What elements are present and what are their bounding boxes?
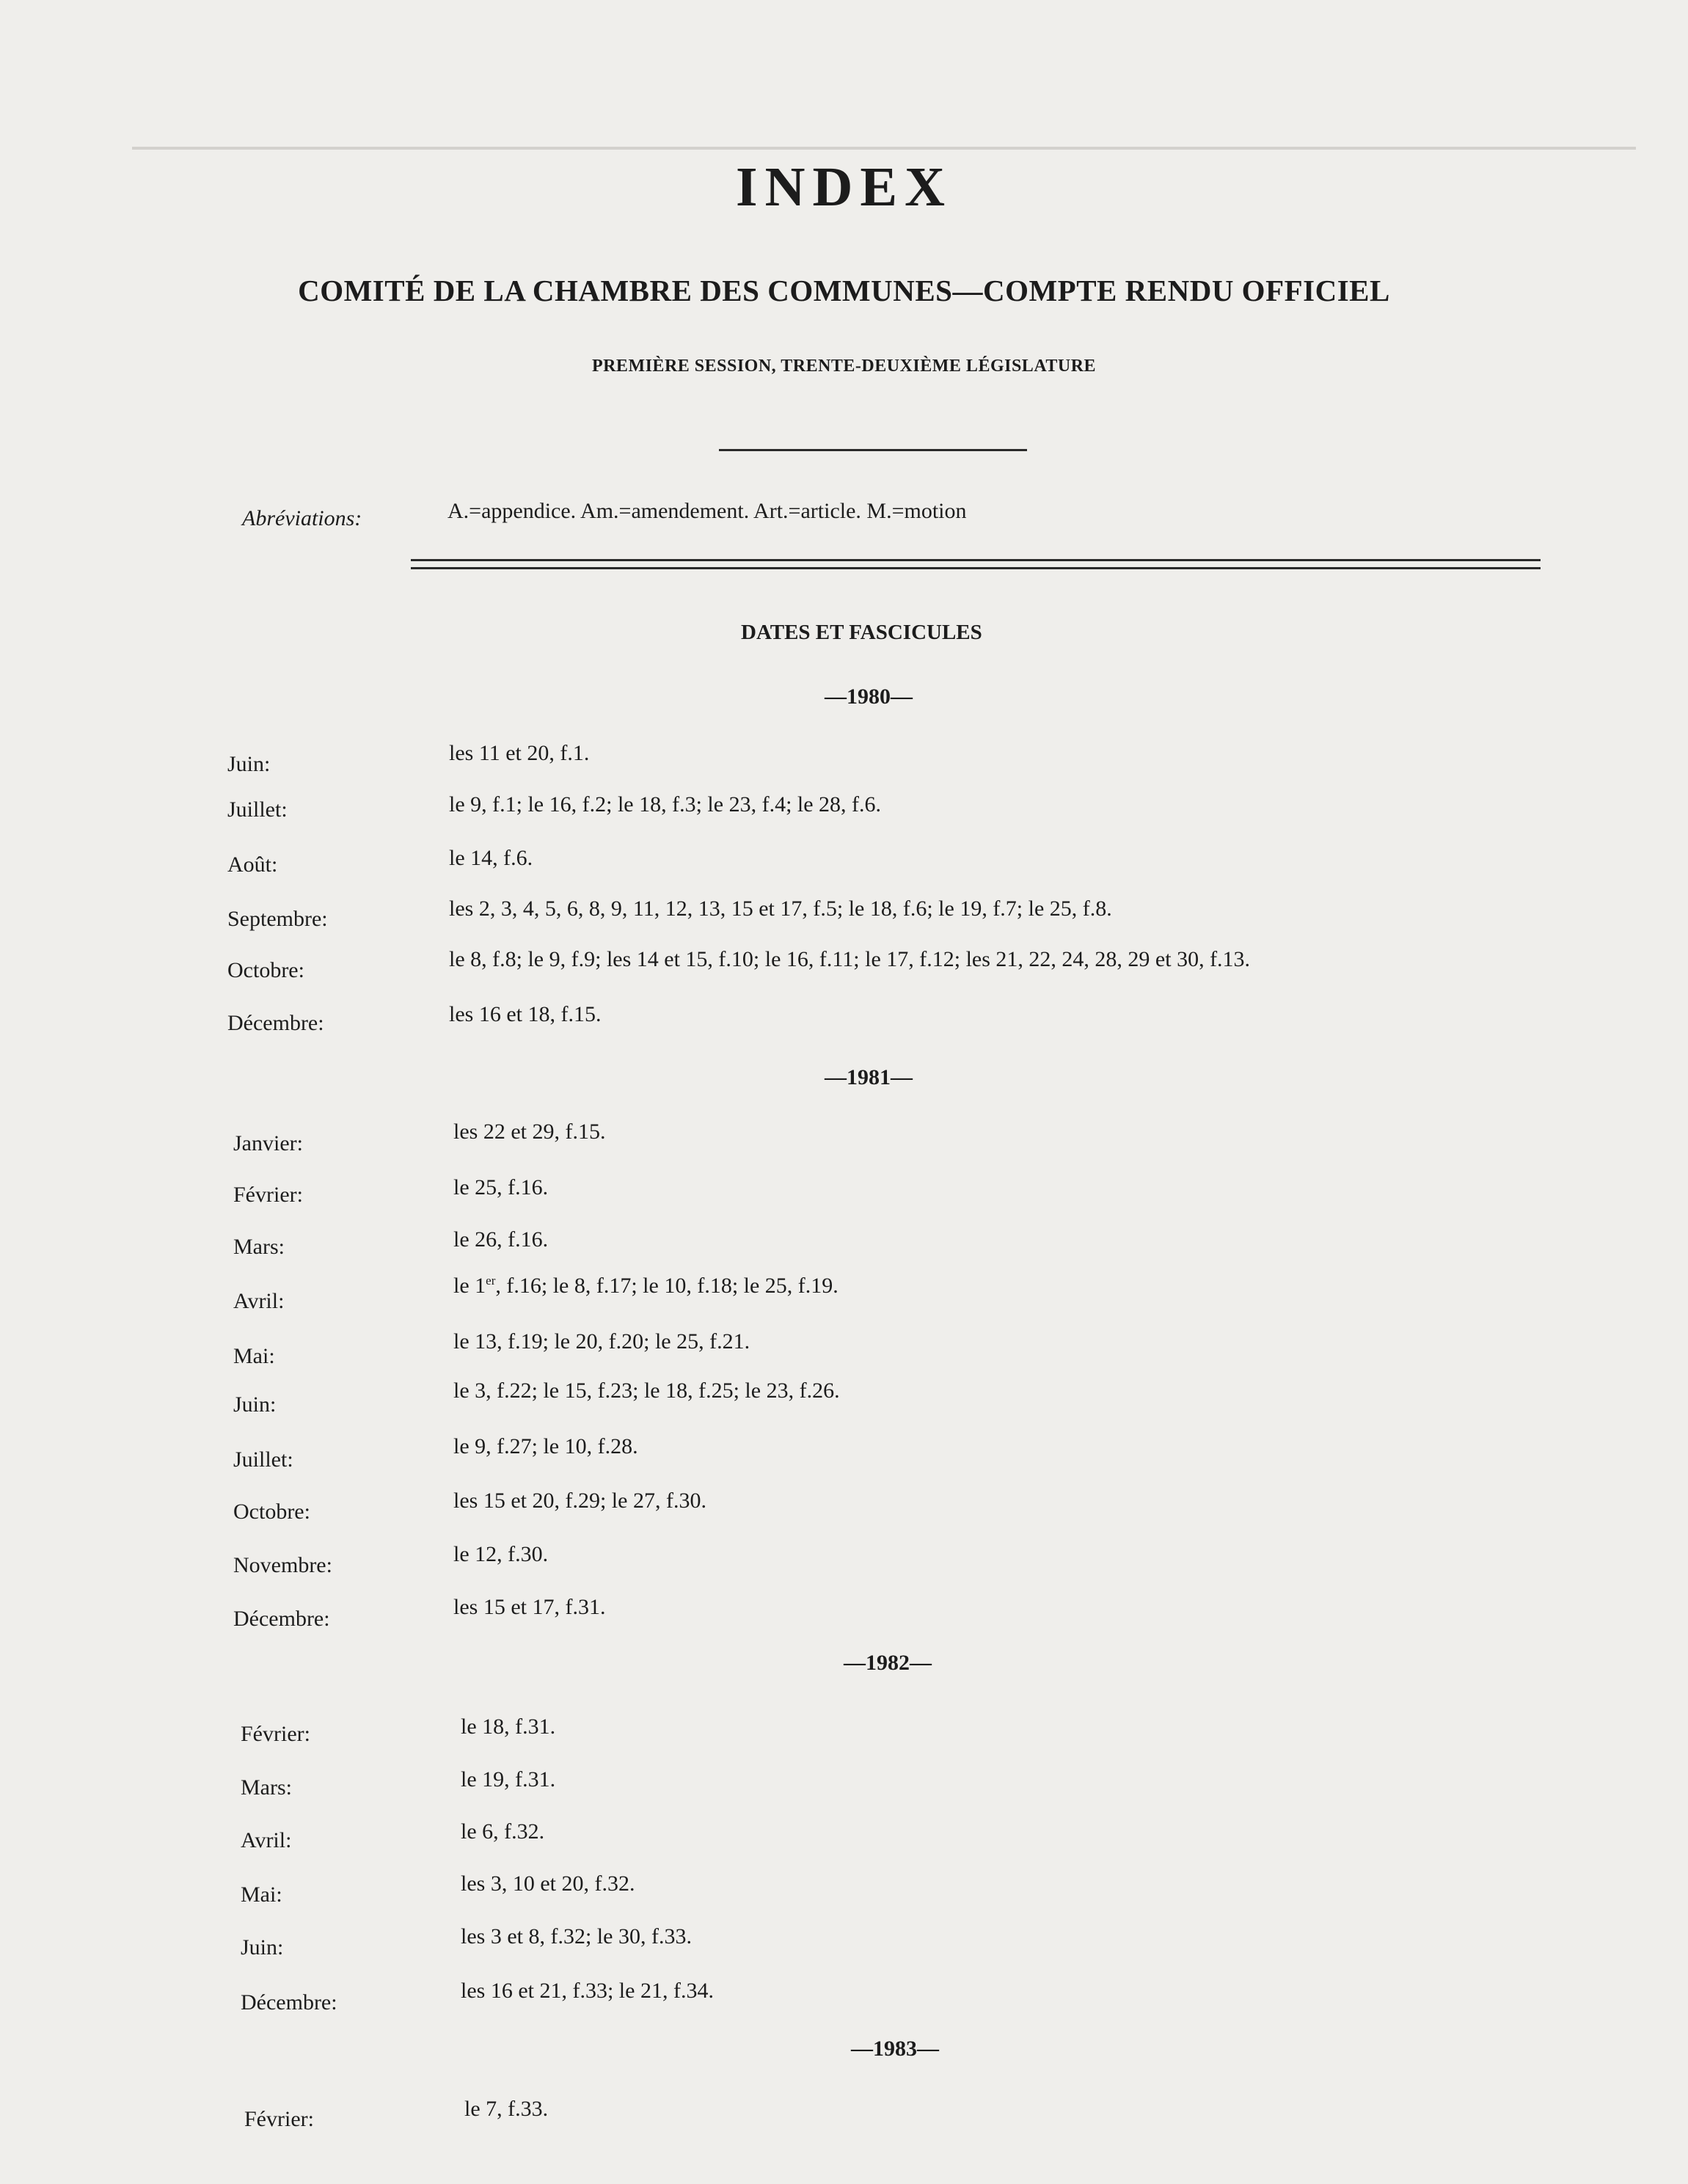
date-entry: le 8, f.8; le 9, f.9; les 14 et 15, f.10; le 16, f.11; le 17, f.12; les 21, 22, 24, 28, 29 et 30, f.13. bbox=[449, 947, 1251, 971]
abbreviations-text: A.=appendice. Am.=amendement. Art.=article. M.=motion bbox=[447, 499, 967, 523]
year-heading: —1981— bbox=[825, 1065, 913, 1089]
committee-subtitle: COMITÉ DE LA CHAMBRE DES COMMUNES—COMPTE RENDU OFFICIEL bbox=[298, 274, 1390, 307]
bleed-through-rule bbox=[132, 147, 1636, 150]
date-entry: le 3, f.22; le 15, f.23; le 18, f.25; le 23, f.26. bbox=[453, 1378, 840, 1403]
date-entry: le 25, f.16. bbox=[453, 1175, 549, 1199]
month-label: Février: bbox=[233, 1183, 303, 1207]
date-entry: le 9, f.1; le 16, f.2; le 18, f.3; le 23, f.4; le 28, f.6. bbox=[449, 792, 882, 817]
page-title: INDEX bbox=[736, 156, 952, 218]
date-entry: les 22 et 29, f.15. bbox=[453, 1120, 606, 1144]
date-entry: les 15 et 17, f.31. bbox=[453, 1595, 606, 1619]
date-entry: les 3, 10 et 20, f.32. bbox=[461, 1871, 635, 1896]
date-entry: le 26, f.16. bbox=[453, 1227, 549, 1252]
month-label: Décembre: bbox=[233, 1607, 330, 1631]
date-entry: le 6, f.32. bbox=[461, 1819, 545, 1844]
month-label: Octobre: bbox=[227, 958, 304, 982]
month-label: Février: bbox=[244, 2107, 314, 2131]
date-entry: le 13, f.19; le 20, f.20; le 25, f.21. bbox=[453, 1329, 750, 1354]
month-label: Septembre: bbox=[227, 907, 328, 931]
date-entry: les 16 et 21, f.33; le 21, f.34. bbox=[461, 1979, 714, 2003]
session-line: PREMIÈRE SESSION, TRENTE-DEUXIÈME LÉGISLATURE bbox=[591, 357, 1097, 376]
year-heading: —1980— bbox=[825, 684, 913, 709]
year-heading: —1982— bbox=[844, 1651, 932, 1675]
month-label: Juin: bbox=[227, 752, 271, 776]
month-label: Juin: bbox=[241, 1935, 284, 1960]
date-entry: le 19, f.31. bbox=[461, 1767, 556, 1792]
month-label: Avril: bbox=[233, 1289, 285, 1313]
date-entry: le 12, f.30. bbox=[453, 1542, 549, 1566]
month-label: Juin: bbox=[233, 1392, 277, 1417]
month-label: Décembre: bbox=[227, 1011, 324, 1035]
date-entry: les 16 et 18, f.15. bbox=[449, 1002, 602, 1026]
month-label: Mai: bbox=[233, 1344, 275, 1368]
month-label: Octobre: bbox=[233, 1500, 310, 1524]
dates-heading: DATES ET FASCICULES bbox=[741, 621, 982, 644]
month-label: Juillet: bbox=[227, 797, 288, 822]
month-label: Mars: bbox=[241, 1775, 292, 1800]
divider bbox=[411, 567, 1541, 569]
month-label: Février: bbox=[241, 1722, 310, 1746]
month-label: Janvier: bbox=[233, 1131, 303, 1155]
date-entry: les 11 et 20, f.1. bbox=[449, 741, 590, 765]
month-label: Août: bbox=[227, 852, 278, 877]
date-entry: le 18, f.31. bbox=[461, 1714, 556, 1739]
month-label: Avril: bbox=[241, 1828, 292, 1852]
date-entry: le 14, f.6. bbox=[449, 846, 533, 870]
date-entry: le 1er, f.16; le 8, f.17; le 10, f.18; le 25, f.19. bbox=[453, 1274, 838, 1298]
date-entry: le 9, f.27; le 10, f.28. bbox=[453, 1434, 638, 1458]
divider bbox=[719, 449, 1027, 451]
year-heading: —1983— bbox=[851, 2037, 939, 2061]
month-label: Novembre: bbox=[233, 1553, 332, 1577]
divider bbox=[411, 559, 1541, 561]
month-label: Décembre: bbox=[241, 1990, 337, 2015]
month-label: Juillet: bbox=[233, 1447, 293, 1472]
date-entry: les 15 et 20, f.29; le 27, f.30. bbox=[453, 1489, 706, 1513]
abbreviations-label: Abréviations: bbox=[242, 506, 362, 530]
month-label: Mars: bbox=[233, 1235, 285, 1259]
date-entry: le 7, f.33. bbox=[464, 2097, 549, 2121]
month-label: Mai: bbox=[241, 1882, 282, 1907]
date-entry: les 3 et 8, f.32; le 30, f.33. bbox=[461, 1924, 692, 1949]
date-entry: les 2, 3, 4, 5, 6, 8, 9, 11, 12, 13, 15 et 17, f.5; le 18, f.6; le 19, f.7; le 25, f.8. bbox=[449, 896, 1112, 921]
